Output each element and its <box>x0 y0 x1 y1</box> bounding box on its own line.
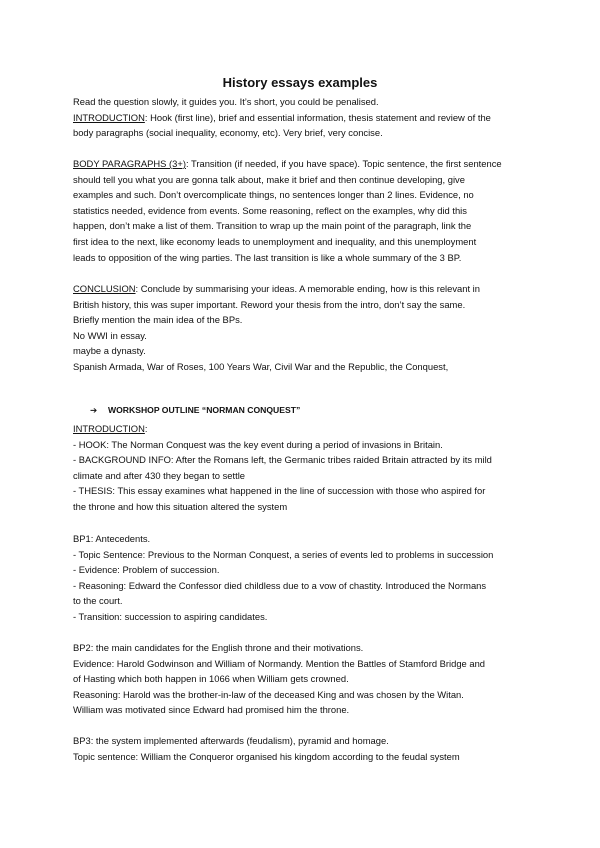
bp2-title: BP2: the main candidates for the English throne and their motivations. <box>73 642 364 653</box>
conclusion-label: CONCLUSION <box>73 283 136 294</box>
bp1-reasoning-line-1: - Reasoning: Edward the Confessor died childless due to a vow of chastity. Introduced the Normans <box>73 579 487 591</box>
body-line-2: should tell you what you are gonna talk about, make it brief and then continue developing, give <box>73 173 465 185</box>
conclusion-line-3: Briefly mention the main idea of the BPs. <box>73 314 243 326</box>
introduction-paragraph-line-1 <box>73 110 533 126</box>
bp2-reasoning-line-1: Reasoning: Harold was the brother-in-law of the deceased King and was chosen by the Witan. <box>73 688 464 700</box>
body-line-7: leads to opposition of the wing parties. The last transition is like a whole summary of the 3 BP. <box>73 251 462 263</box>
essay-guide <box>73 94 533 141</box>
workshop-intro-colon: : <box>144 423 148 434</box>
workshop-heading-text: WORKSHOP OUTLINE “NORMAN CONQUEST” <box>108 405 301 415</box>
bp2-evidence-line-2: of Hasting which both happen in 1066 when William gets crowned. <box>73 673 349 685</box>
introduction-paragraph-line-2: body paragraphs (social inequality, economy, etc). Very brief, very concise. <box>73 127 383 139</box>
bp1-transition: - Transition: succession to aspiring candidates. <box>73 610 268 622</box>
bp1-topic-sentence: - Topic Sentence: Previous to the Norman Conquest, a series of events led to problems in succession <box>73 548 494 560</box>
body-paragraphs-section <box>73 156 533 265</box>
bp2-section <box>73 640 533 718</box>
note-topics: Spanish Armada, War of Roses, 100 Years War, Civil War and the Republic, the Conquest, <box>73 360 449 372</box>
body-line-5: happen, don’t make a list of them. Transition to wrap up the main point of the paragraph, link the <box>73 220 472 232</box>
body-paragraphs-label: BODY PARAGRAPHS (3+) <box>73 158 186 169</box>
background-line-2: climate and after 430 they began to settle <box>73 469 245 481</box>
background-line-1: - BACKGROUND INFO: After the Romans left, the Germanic tribes raided Britain attracted by its mild <box>73 454 492 466</box>
bp1-reasoning-line-2: to the court. <box>73 595 123 607</box>
bp1-title: BP1: Antecedents. <box>73 533 151 544</box>
bp3-topic-sentence: Topic sentence: William the Conqueror organised his kingdom according to the feudal system <box>73 750 460 762</box>
bp2-reasoning-line-2: William was motivated since Edward had promised him the throne. <box>73 704 350 716</box>
conclusion-line-2: British history, this was super important. Reword your thesis from the intro, don’t say the same. <box>73 298 466 310</box>
note-no-wwi: No WWI in essay. <box>73 329 147 341</box>
body-text: : Transition (if needed, if you have space). Topic sentence, the first sentence <box>185 158 502 169</box>
introduction-text: : Hook (first line), brief and essential information, thesis statement and review of the <box>144 111 491 123</box>
bp3-title: BP3: the system implemented afterwards (feudalism), pyramid and homage. <box>73 735 389 746</box>
introduction-label: INTRODUCTION <box>73 111 145 123</box>
body-line-4: statistics needed, evidence from events. Some reasoning, reflect on the examples, why did this <box>73 204 467 216</box>
note-dynasty: maybe a dynasty. <box>73 345 146 357</box>
body-line-6: first idea to the next, like economy leads to unemployment and inequality, and this unemployment <box>73 235 477 247</box>
body-line-3: examples and such. Don’t overcomplicate things, no sentences longer than 2 lines. Evidence, no <box>73 189 474 201</box>
hook-line: - HOOK: The Norman Conquest was the key event during a period of invasions in Britain. <box>73 438 443 450</box>
bp3-section <box>73 733 533 764</box>
workshop-heading <box>90 403 300 419</box>
body-line-1 <box>73 156 533 172</box>
workshop-intro-heading <box>73 421 533 437</box>
workshop-introduction <box>73 421 533 515</box>
thesis-line-2: the throne and how this situation altered the system <box>73 500 288 512</box>
conclusion-section <box>73 281 533 375</box>
conclusion-text: : Conclude by summarising your ideas. A memorable ending, how is this relevant in <box>135 283 480 294</box>
workshop-intro-label: INTRODUCTION <box>73 423 145 434</box>
conclusion-line-1 <box>73 281 533 297</box>
thesis-line-1: - THESIS: This essay examines what happened in the line of succession with those who aspired for <box>73 485 486 497</box>
arrow-right-icon: ➔ <box>90 405 98 415</box>
bp1-section <box>73 531 533 625</box>
document-title: History essays examples <box>222 75 378 90</box>
bp2-evidence-line-1: Evidence: Harold Godwinson and William of Normandy. Mention the Battles of Stamford Bridge and <box>73 657 486 669</box>
intro-line: Read the question slowly, it guides you. It’s short, you could be penalised. <box>73 96 379 107</box>
bp1-evidence: - Evidence: Problem of succession. <box>73 564 220 576</box>
